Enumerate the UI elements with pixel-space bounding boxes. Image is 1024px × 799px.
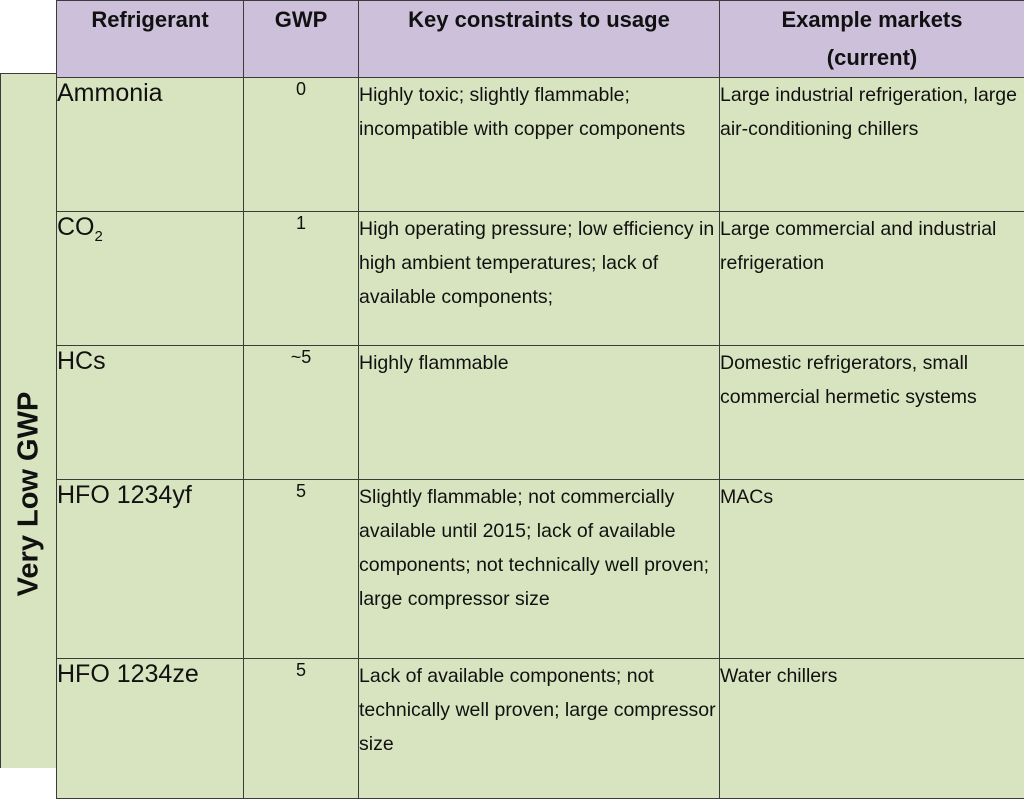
table-row: [57, 659, 1024, 799]
refrigerant-name: HFO 1234ze: [57, 659, 244, 799]
header-refrigerant: Refrigerant: [57, 1, 244, 78]
refrigerant-name: HCs: [57, 346, 244, 480]
refrigerant-comparison-table: [56, 0, 1024, 799]
refrigerant-name-cell: [57, 212, 244, 346]
gwp-value: 1: [244, 212, 359, 346]
constraints-text: Highly toxic; slightly flammable; incompatible with copper components: [359, 78, 720, 212]
header-markets-line2: (current): [720, 39, 1024, 77]
gwp-category-label-cell: [0, 73, 56, 768]
markets-text: Large industrial refrigeration, large air-conditioning chillers: [720, 78, 1024, 212]
refrigerant-name: HFO 1234yf: [57, 480, 244, 659]
gwp-value: 5: [244, 480, 359, 659]
header-constraints: Key constraints to usage: [359, 1, 720, 78]
constraints-text: Slightly flammable; not commercially available until 2015; lack of available components; not technically well proven; large compressor size: [359, 480, 720, 659]
constraints-text: High operating pressure; low efficiency in high ambient temperatures; lack of available components;: [359, 212, 720, 346]
table-row: [57, 212, 1024, 346]
table-row: [57, 78, 1024, 212]
gwp-value: ~5: [244, 346, 359, 480]
header-markets-line1: Example markets: [720, 1, 1024, 39]
table-header-row: [57, 1, 1024, 78]
markets-text: Water chillers: [720, 659, 1024, 799]
header-gwp: GWP: [244, 1, 359, 78]
refrigerant-subscript: 2: [95, 228, 103, 245]
refrigerant-name: CO: [57, 213, 95, 241]
header-markets: [720, 1, 1024, 78]
refrigerant-name: Ammonia: [57, 78, 244, 212]
constraints-text: Highly flammable: [359, 346, 720, 480]
constraints-text: Lack of available components; not technically well proven; large compressor size: [359, 659, 720, 799]
markets-text: Domestic refrigerators, small commercial hermetic systems: [720, 346, 1024, 480]
gwp-value: 0: [244, 78, 359, 212]
markets-text: MACs: [720, 480, 1024, 659]
markets-text: Large commercial and industrial refrigeration: [720, 212, 1024, 346]
table-row: [57, 346, 1024, 480]
gwp-value: 5: [244, 659, 359, 799]
gwp-category-label: Very Low GWP: [13, 392, 46, 597]
table-row: [57, 480, 1024, 659]
